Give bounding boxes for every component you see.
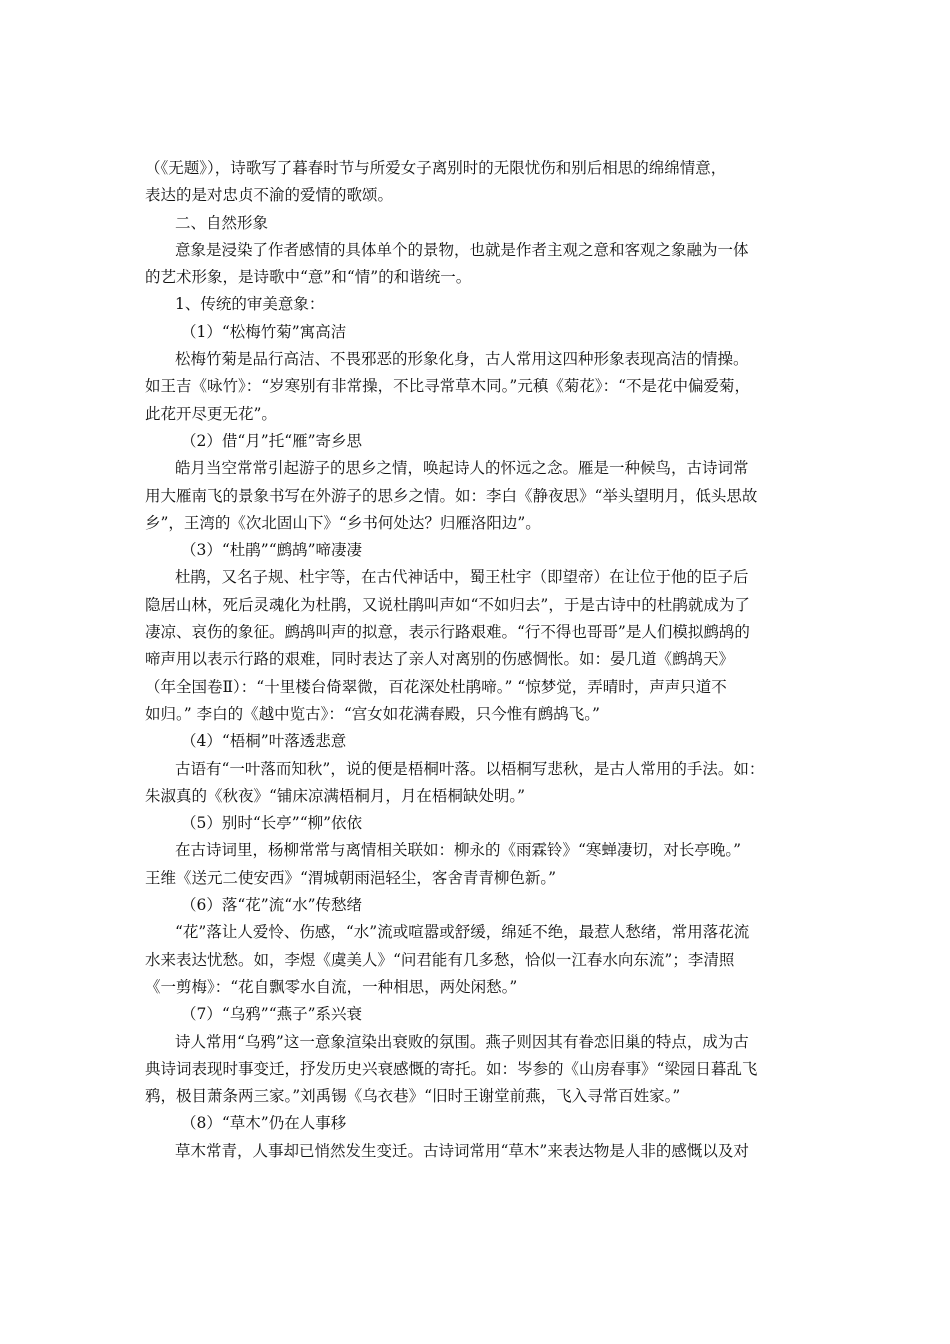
item-heading: （2）借“月”托“雁”寄乡思	[181, 431, 363, 450]
text-line: 水来表达忧愁。如，李煜《虞美人》“问君能有几多愁，恰似一江春水向东流”；李清照	[145, 950, 735, 969]
subsection-heading: 1、传统的审美意象：	[175, 295, 325, 314]
item-heading: （6）落“花”流“水”传愁绪	[181, 896, 363, 915]
text-line: 用大雁南飞的景象书写在外游子的思乡之情。如：李白《静夜思》“举头望明月，低头思故	[145, 486, 758, 505]
item-heading: （4）“梧桐”叶落透悲意	[181, 732, 347, 751]
item-heading: （7）“乌鸦”“燕子”系兴衰	[181, 1005, 363, 1024]
text-line: 王维《送元二使安西》“渭城朝雨浥轻尘，客舍青青柳色新。”	[145, 868, 557, 887]
paragraph-start: “花”落让人爱怜、伤感，“水”流或喧嚣或舒缓，绵延不绝，最惹人愁绪，常用落花流	[175, 923, 750, 942]
item-heading: （1）“松梅竹菊”寓高洁	[181, 322, 347, 341]
paragraph-start: 松梅竹菊是品行高洁、不畏邪恶的形象化身，古人常用这四种形象表现高洁的情操。	[175, 350, 749, 369]
item-heading: （3）“杜鹃”“鹧鸪”啼凄凄	[181, 541, 363, 560]
text-line: 朱淑真的《秋夜》“铺床凉满梧桐月，月在梧桐缺处明。”	[145, 786, 526, 805]
text-line: 表达的是对忠贞不渝的爱情的歌颂。	[145, 186, 394, 205]
paragraph-start: 草木常青，人事却已悄然发生变迁。古诗词常用“草木”来表达物是人非的感慨以及对	[175, 1141, 749, 1160]
text-line: 的艺术形象，是诗歌中“意”和“情”的和谐统一。	[145, 268, 472, 287]
text-line: 鸦，极目萧条两三家。”刘禹锡《乌衣巷》“旧时王谢堂前燕，飞入寻常百姓家。”	[145, 1087, 681, 1106]
text-line: 啼声用以表示行路的艰难，同时表达了亲人对离别的伤感惆怅。如：晏几道《鹧鸪天》	[145, 650, 735, 669]
text-line: 此花开尽更无花”。	[145, 404, 277, 423]
item-heading: （8）“草木”仍在人事移	[181, 1114, 347, 1133]
text-line: 凄凉、哀伤的象征。鹧鸪叫声的拟意，表示行路艰难。“行不得也哥哥”是人们模拟鹧鸪的	[145, 623, 750, 642]
item-heading: （5）别时“长亭”“柳”依依	[181, 814, 363, 833]
text-line: 乡”，王湾的《次北固山下》“乡书何处达？归雁洛阳边”。	[145, 513, 541, 532]
paragraph-start: 意象是浸染了作者感情的具体单个的景物，也就是作者主观之意和客观之象融为一体	[175, 240, 749, 259]
paragraph-start: 诗人常用“乌鸦”这一意象渲染出衰败的氛围。燕子则因其有眷恋旧巢的特点，成为古	[175, 1032, 749, 1051]
text-line: 典诗词表现时事变迁，抒发历史兴衰感慨的寄托。如：岑参的《山房春事》“梁园日暮乱飞	[145, 1059, 758, 1078]
text-line: 如归。” 李白的《越中览古》：“宫女如花满春殿，只今惟有鹧鸪飞。”	[145, 704, 600, 723]
text-line: 如王吉《咏竹》：“岁寒别有非常操，不比寻常草木同。”元稹《菊花》：“不是花中偏爱菊，	[145, 377, 751, 396]
paragraph-start: 在古诗词里，杨柳常常与离情相关联如：柳永的《雨霖铃》“寒蝉凄切，对长亭晚。”	[175, 841, 742, 860]
paragraph-start: 古语有“一叶落而知秋”，说的便是梧桐叶落。以梧桐写悲秋，是古人常用的手法。如：	[175, 759, 765, 778]
paragraph-start: 杜鹃，又名子规、杜宇等，在古代神话中，蜀王杜宇（即望帝）在让位于他的臣子后	[175, 568, 749, 587]
text-line: （年全国卷Ⅱ）：“十里楼台倚翠微，百花深处杜鹃啼。” “惊梦觉，弄晴时，声声只道不	[145, 677, 727, 696]
document-body	[145, 155, 815, 1165]
text-line: 隐居山林，死后灵魂化为杜鹃，又说杜鹃叫声如“不如归去”，于是古诗中的杜鹃就成为了	[145, 595, 750, 614]
text-line: （《无题》），诗歌写了暮春时节与所爱女子离别时的无限忧伤和别后相思的绵绵情意，	[145, 159, 727, 177]
paragraph-start: 皓月当空常常引起游子的思乡之情，唤起诗人的怀远之念。雁是一种候鸟，古诗词常	[175, 459, 749, 478]
text-line: 《一剪梅》：“花自飘零水自流，一种相思，两处闲愁。”	[145, 977, 518, 996]
section-heading: 二、自然形象	[175, 213, 269, 232]
